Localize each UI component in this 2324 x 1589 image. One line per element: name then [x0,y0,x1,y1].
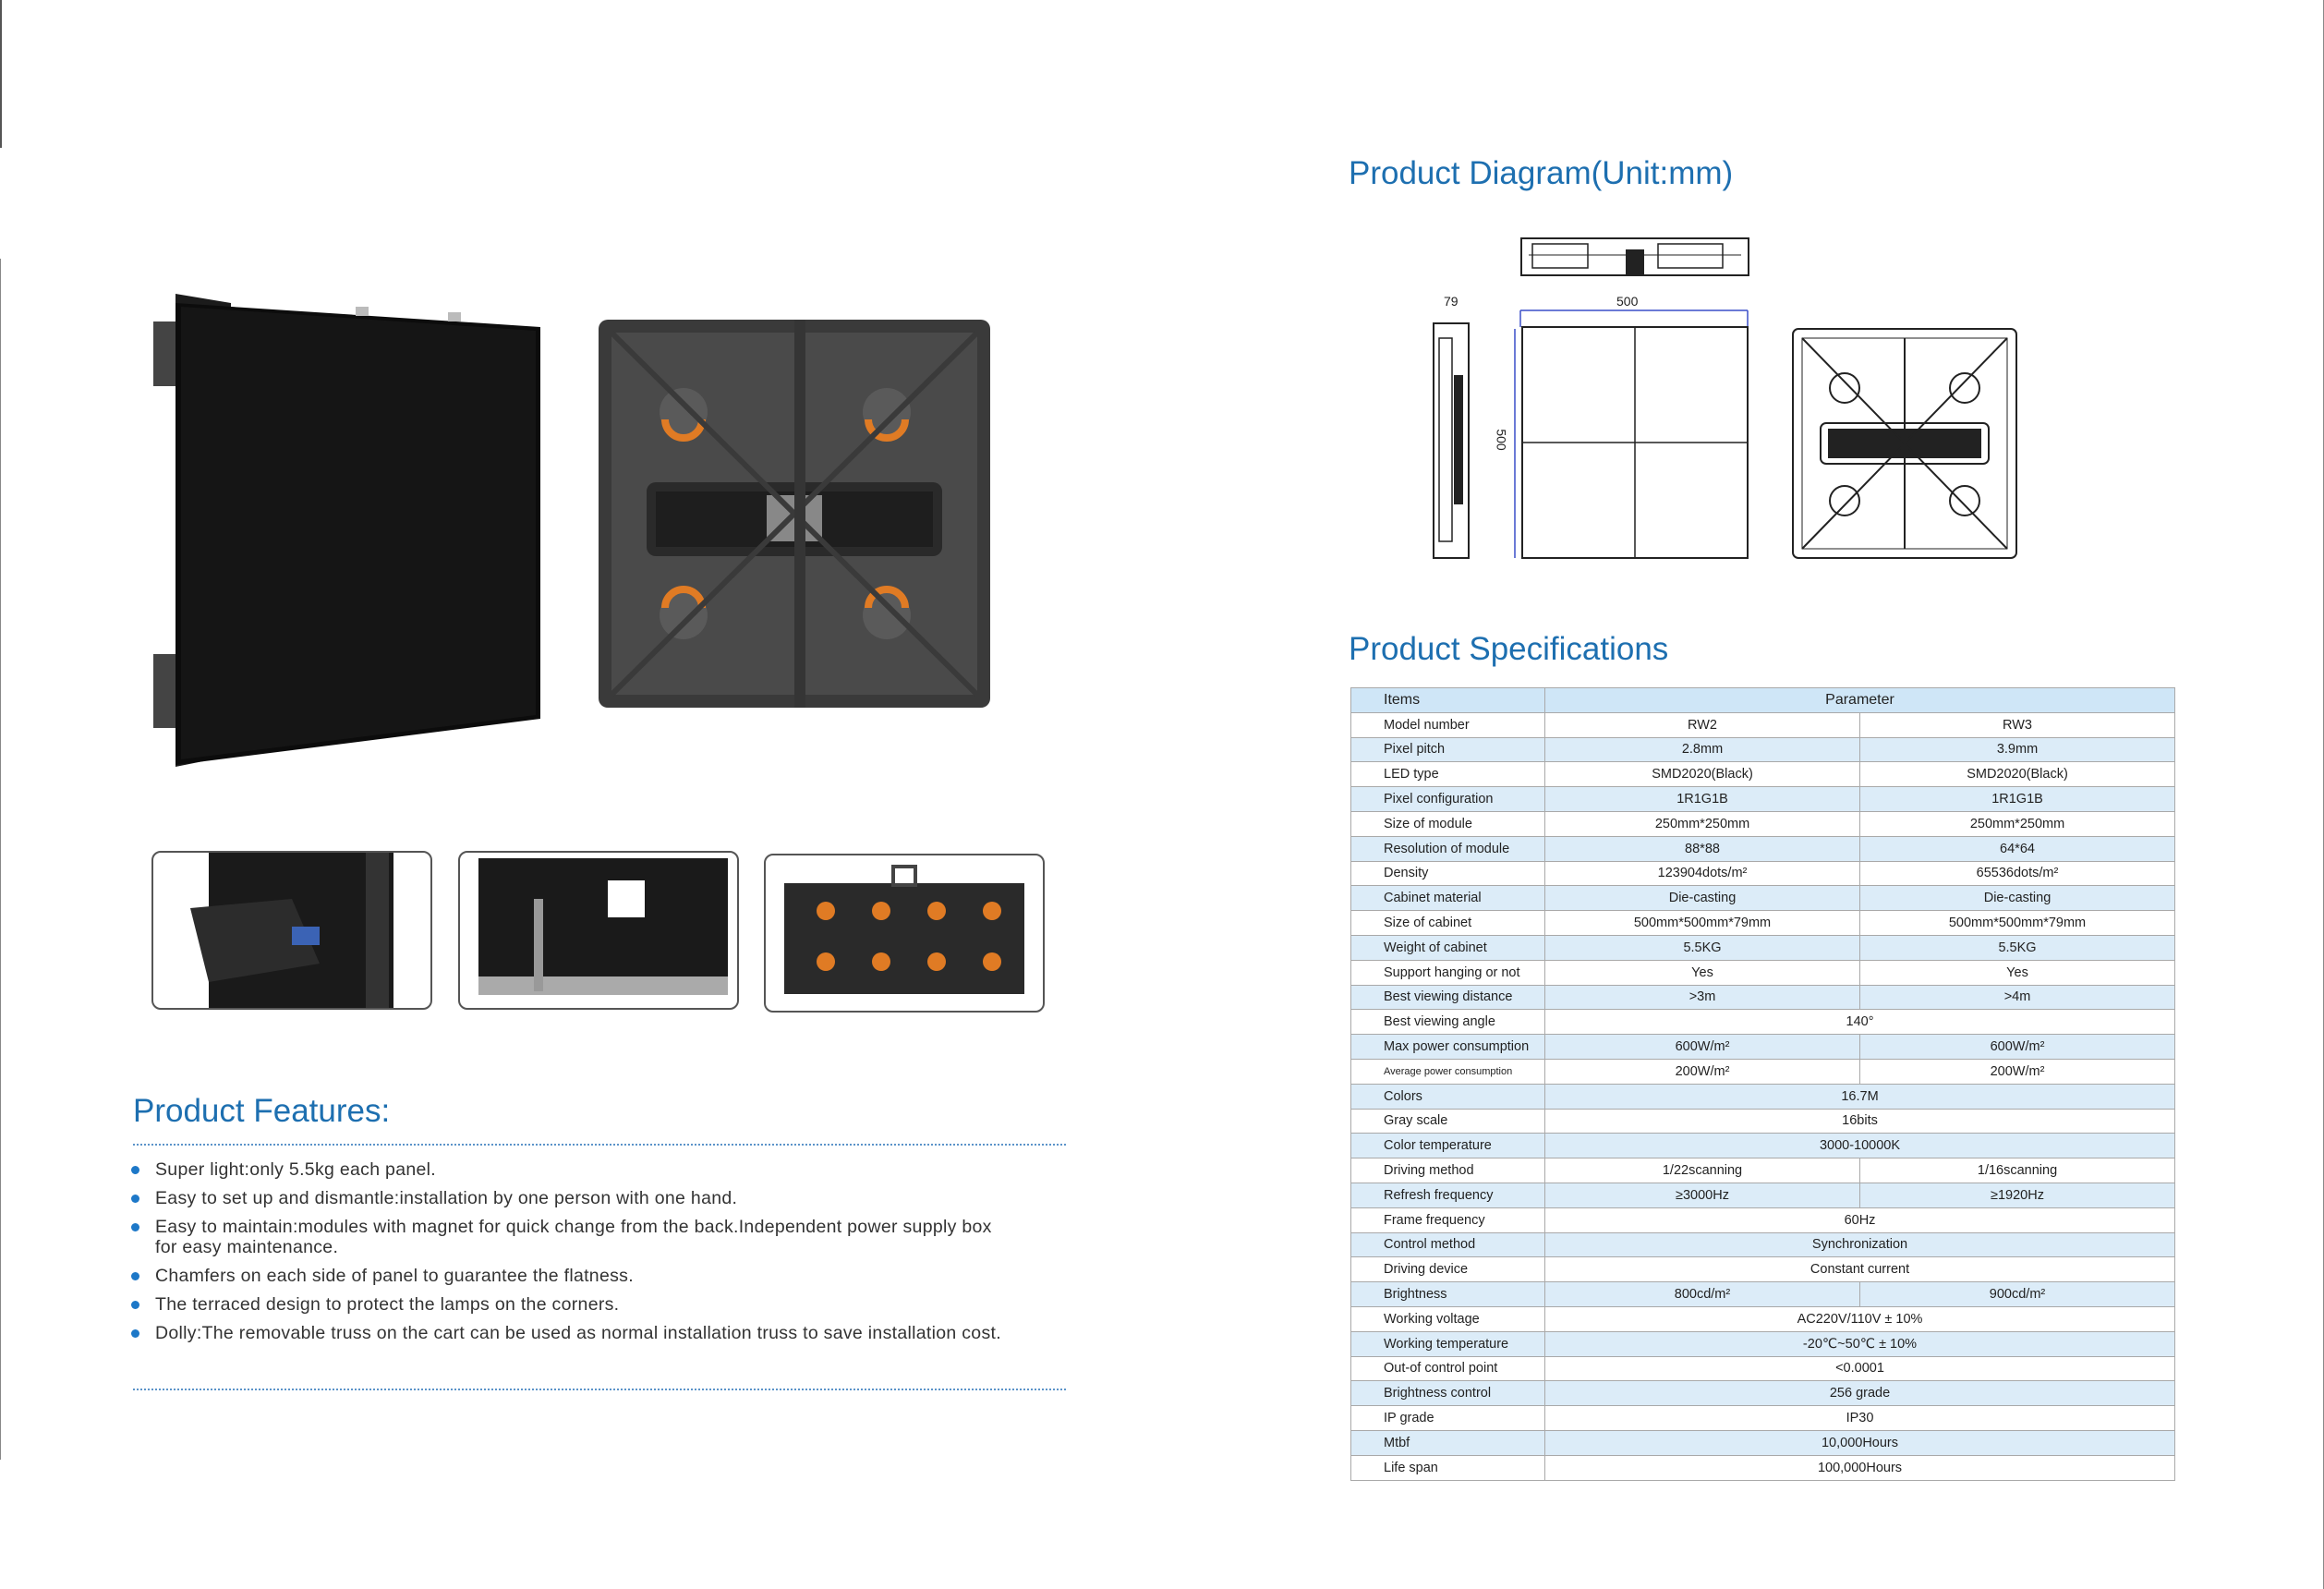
table-row [1351,1282,2175,1307]
table-row [1351,861,2175,886]
feature-item: The terraced design to protect the lamps on the corners. [129,1294,1053,1315]
spec-value-rw3: ≥1920Hz [1860,1183,2175,1207]
features-divider-bottom [133,1389,1066,1390]
spec-item-label: IP grade [1351,1406,1545,1431]
table-row [1351,1406,2175,1431]
spec-value-rw2: 5.5KG [1545,935,1860,960]
table-row [1351,1207,2175,1232]
spec-item-label: Driving device [1351,1257,1545,1282]
spec-item-label: Brightness control [1351,1381,1545,1406]
spec-item-label: Mtbf [1351,1430,1545,1455]
table-row [1351,1381,2175,1406]
spec-value-rw3: RW3 [1860,712,2175,737]
spec-value-rw3: 250mm*250mm [1860,811,2175,836]
table-row [1351,1109,2175,1134]
spec-value-rw3: 65536dots/m² [1860,861,2175,886]
spec-item-label: LED type [1351,762,1545,787]
feature-item: Super light:only 5.5kg each panel. [129,1159,1053,1180]
spec-value-rw3: 3.9mm [1860,737,2175,762]
spec-value-rw3: Die-casting [1860,886,2175,911]
detail-thumbnail-module [151,851,432,1010]
diagram-heading: Product Diagram(Unit:mm) [1349,155,1734,191]
spec-value-rw2: Yes [1545,960,1860,985]
width-dimension-label: 500 [1616,294,1639,309]
spec-item-label: Working voltage [1351,1306,1545,1331]
spec-item-label: Average power consumption [1351,1059,1545,1084]
spec-value-rw3: 64*64 [1860,836,2175,861]
detail-thumbnail-dolly [764,854,1045,1013]
table-row [1351,737,2175,762]
spec-value-rw2: 1R1G1B [1545,787,1860,812]
height-dimension-label: 500 [1494,429,1509,451]
table-row [1351,1010,2175,1035]
spec-value-rw2: 250mm*250mm [1545,811,1860,836]
parameter-column-header: Parameter [1545,688,2175,713]
spec-value-rw3: 900cd/m² [1860,1282,2175,1307]
feature-item: Dolly:The removable truss on the cart can be used as normal installation truss to save installation cost. [129,1323,1053,1343]
table-row [1351,836,2175,861]
spec-value-rw3: 1/16scanning [1860,1158,2175,1183]
spec-item-label: Model number [1351,712,1545,737]
diagram-side-view [1430,320,1474,562]
spec-item-label: Best viewing angle [1351,1010,1545,1035]
spec-item-label: Cabinet material [1351,886,1545,911]
spec-value-shared: <0.0001 [1545,1356,2175,1381]
spec-value-shared: 3000-10000K [1545,1134,2175,1158]
spec-value-shared: -20℃~50℃ ± 10% [1545,1331,2175,1356]
spec-item-label: Support hanging or not [1351,960,1545,985]
spec-value-rw3: 1R1G1B [1860,787,2175,812]
depth-dimension-label: 79 [1444,294,1459,309]
spec-item-label: Pixel pitch [1351,737,1545,762]
spec-value-rw2: 500mm*500mm*79mm [1545,911,1860,936]
spec-value-shared: 100,000Hours [1545,1455,2175,1480]
spec-item-label: Resolution of module [1351,836,1545,861]
table-row [1351,985,2175,1010]
table-row [1351,960,2175,985]
spec-item-label: Gray scale [1351,1109,1545,1134]
spec-value-rw3: 5.5KG [1860,935,2175,960]
spec-value-rw2: Die-casting [1545,886,1860,911]
table-row [1351,1356,2175,1381]
spec-value-rw2: 123904dots/m² [1545,861,1860,886]
items-column-header: Items [1351,688,1545,713]
spec-value-rw3: 600W/m² [1860,1035,2175,1060]
table-row [1351,762,2175,787]
spec-item-label: Driving method [1351,1158,1545,1183]
table-row [1351,1331,2175,1356]
table-row [1351,1158,2175,1183]
feature-item: Chamfers on each side of panel to guarantee the flatness. [129,1266,1053,1286]
table-row [1351,1455,2175,1480]
spec-item-label: Size of module [1351,811,1545,836]
spec-item-label: Max power consumption [1351,1035,1545,1060]
spec-item-label: Best viewing distance [1351,985,1545,1010]
spec-value-shared: Synchronization [1545,1232,2175,1257]
spec-value-rw3: Yes [1860,960,2175,985]
spec-value-shared: 10,000Hours [1545,1430,2175,1455]
spec-value-rw2: 2.8mm [1545,737,1860,762]
spec-value-rw3: SMD2020(Black) [1860,762,2175,787]
spec-item-label: Brightness [1351,1282,1545,1307]
table-row [1351,1134,2175,1158]
table-row [1351,935,2175,960]
spec-value-rw2: 600W/m² [1545,1035,1860,1060]
table-row [1351,1183,2175,1207]
feature-item: Easy to set up and dismantle:installation by one person with one hand. [129,1188,1053,1208]
table-row [1351,886,2175,911]
spec-item-label: Density [1351,861,1545,886]
spec-value-rw2: 88*88 [1545,836,1860,861]
table-row [1351,1430,2175,1455]
spec-value-rw2: 800cd/m² [1545,1282,1860,1307]
spec-value-rw2: 200W/m² [1545,1059,1860,1084]
spec-item-label: Colors [1351,1084,1545,1109]
detail-thumbnail-edge [458,851,739,1010]
spec-value-rw3: >4m [1860,985,2175,1010]
features-divider-top [133,1144,1066,1146]
diagram-front-view [1511,309,1751,562]
table-row [1351,787,2175,812]
spec-value-shared: 256 grade [1545,1381,2175,1406]
diagram-back-view [1787,323,2022,564]
table-row [1351,1084,2175,1109]
spec-value-shared: 16bits [1545,1109,2175,1134]
table-row [1351,811,2175,836]
table-row [1351,911,2175,936]
cabinet-back-photo [591,310,998,726]
spec-value-rw2: >3m [1545,985,1860,1010]
specifications-heading: Product Specifications [1349,631,1669,667]
spec-value-shared: Constant current [1545,1257,2175,1282]
feature-item: Easy to maintain:modules with magnet for quick change from the back.Independent power supply box for easy maintenance. [129,1217,1014,1257]
table-row [1351,1035,2175,1060]
spec-value-rw3: 500mm*500mm*79mm [1860,911,2175,936]
spec-value-rw2: RW2 [1545,712,1860,737]
spec-value-shared: 140° [1545,1010,2175,1035]
cabinet-front-photo [148,294,545,767]
features-list [129,1159,1053,1352]
left-edge-mark [0,0,2,148]
spec-item-label: Control method [1351,1232,1545,1257]
spec-value-shared: 60Hz [1545,1207,2175,1232]
table-row [1351,712,2175,737]
spec-item-label: Pixel configuration [1351,787,1545,812]
diagram-top-view [1519,237,1750,279]
table-header-row [1351,688,2175,713]
spec-item-label: Size of cabinet [1351,911,1545,936]
spec-value-rw2: ≥3000Hz [1545,1183,1860,1207]
table-row [1351,1232,2175,1257]
specifications-table [1350,687,2175,1481]
spec-item-label: Color temperature [1351,1134,1545,1158]
spec-item-label: Weight of cabinet [1351,935,1545,960]
spec-value-rw3: 200W/m² [1860,1059,2175,1084]
spec-item-label: Working temperature [1351,1331,1545,1356]
spec-item-label: Frame frequency [1351,1207,1545,1232]
spec-item-label: Out-of control point [1351,1356,1545,1381]
spec-value-shared: 16.7M [1545,1084,2175,1109]
table-row [1351,1257,2175,1282]
table-row [1351,1059,2175,1084]
spec-item-label: Life span [1351,1455,1545,1480]
spec-item-label: Refresh frequency [1351,1183,1545,1207]
left-edge-mark [0,259,1,1460]
spec-value-rw2: SMD2020(Black) [1545,762,1860,787]
spec-value-shared: AC220V/110V ± 10% [1545,1306,2175,1331]
features-heading: Product Features: [133,1093,391,1129]
spec-value-shared: IP30 [1545,1406,2175,1431]
spec-value-rw2: 1/22scanning [1545,1158,1860,1183]
table-row [1351,1306,2175,1331]
